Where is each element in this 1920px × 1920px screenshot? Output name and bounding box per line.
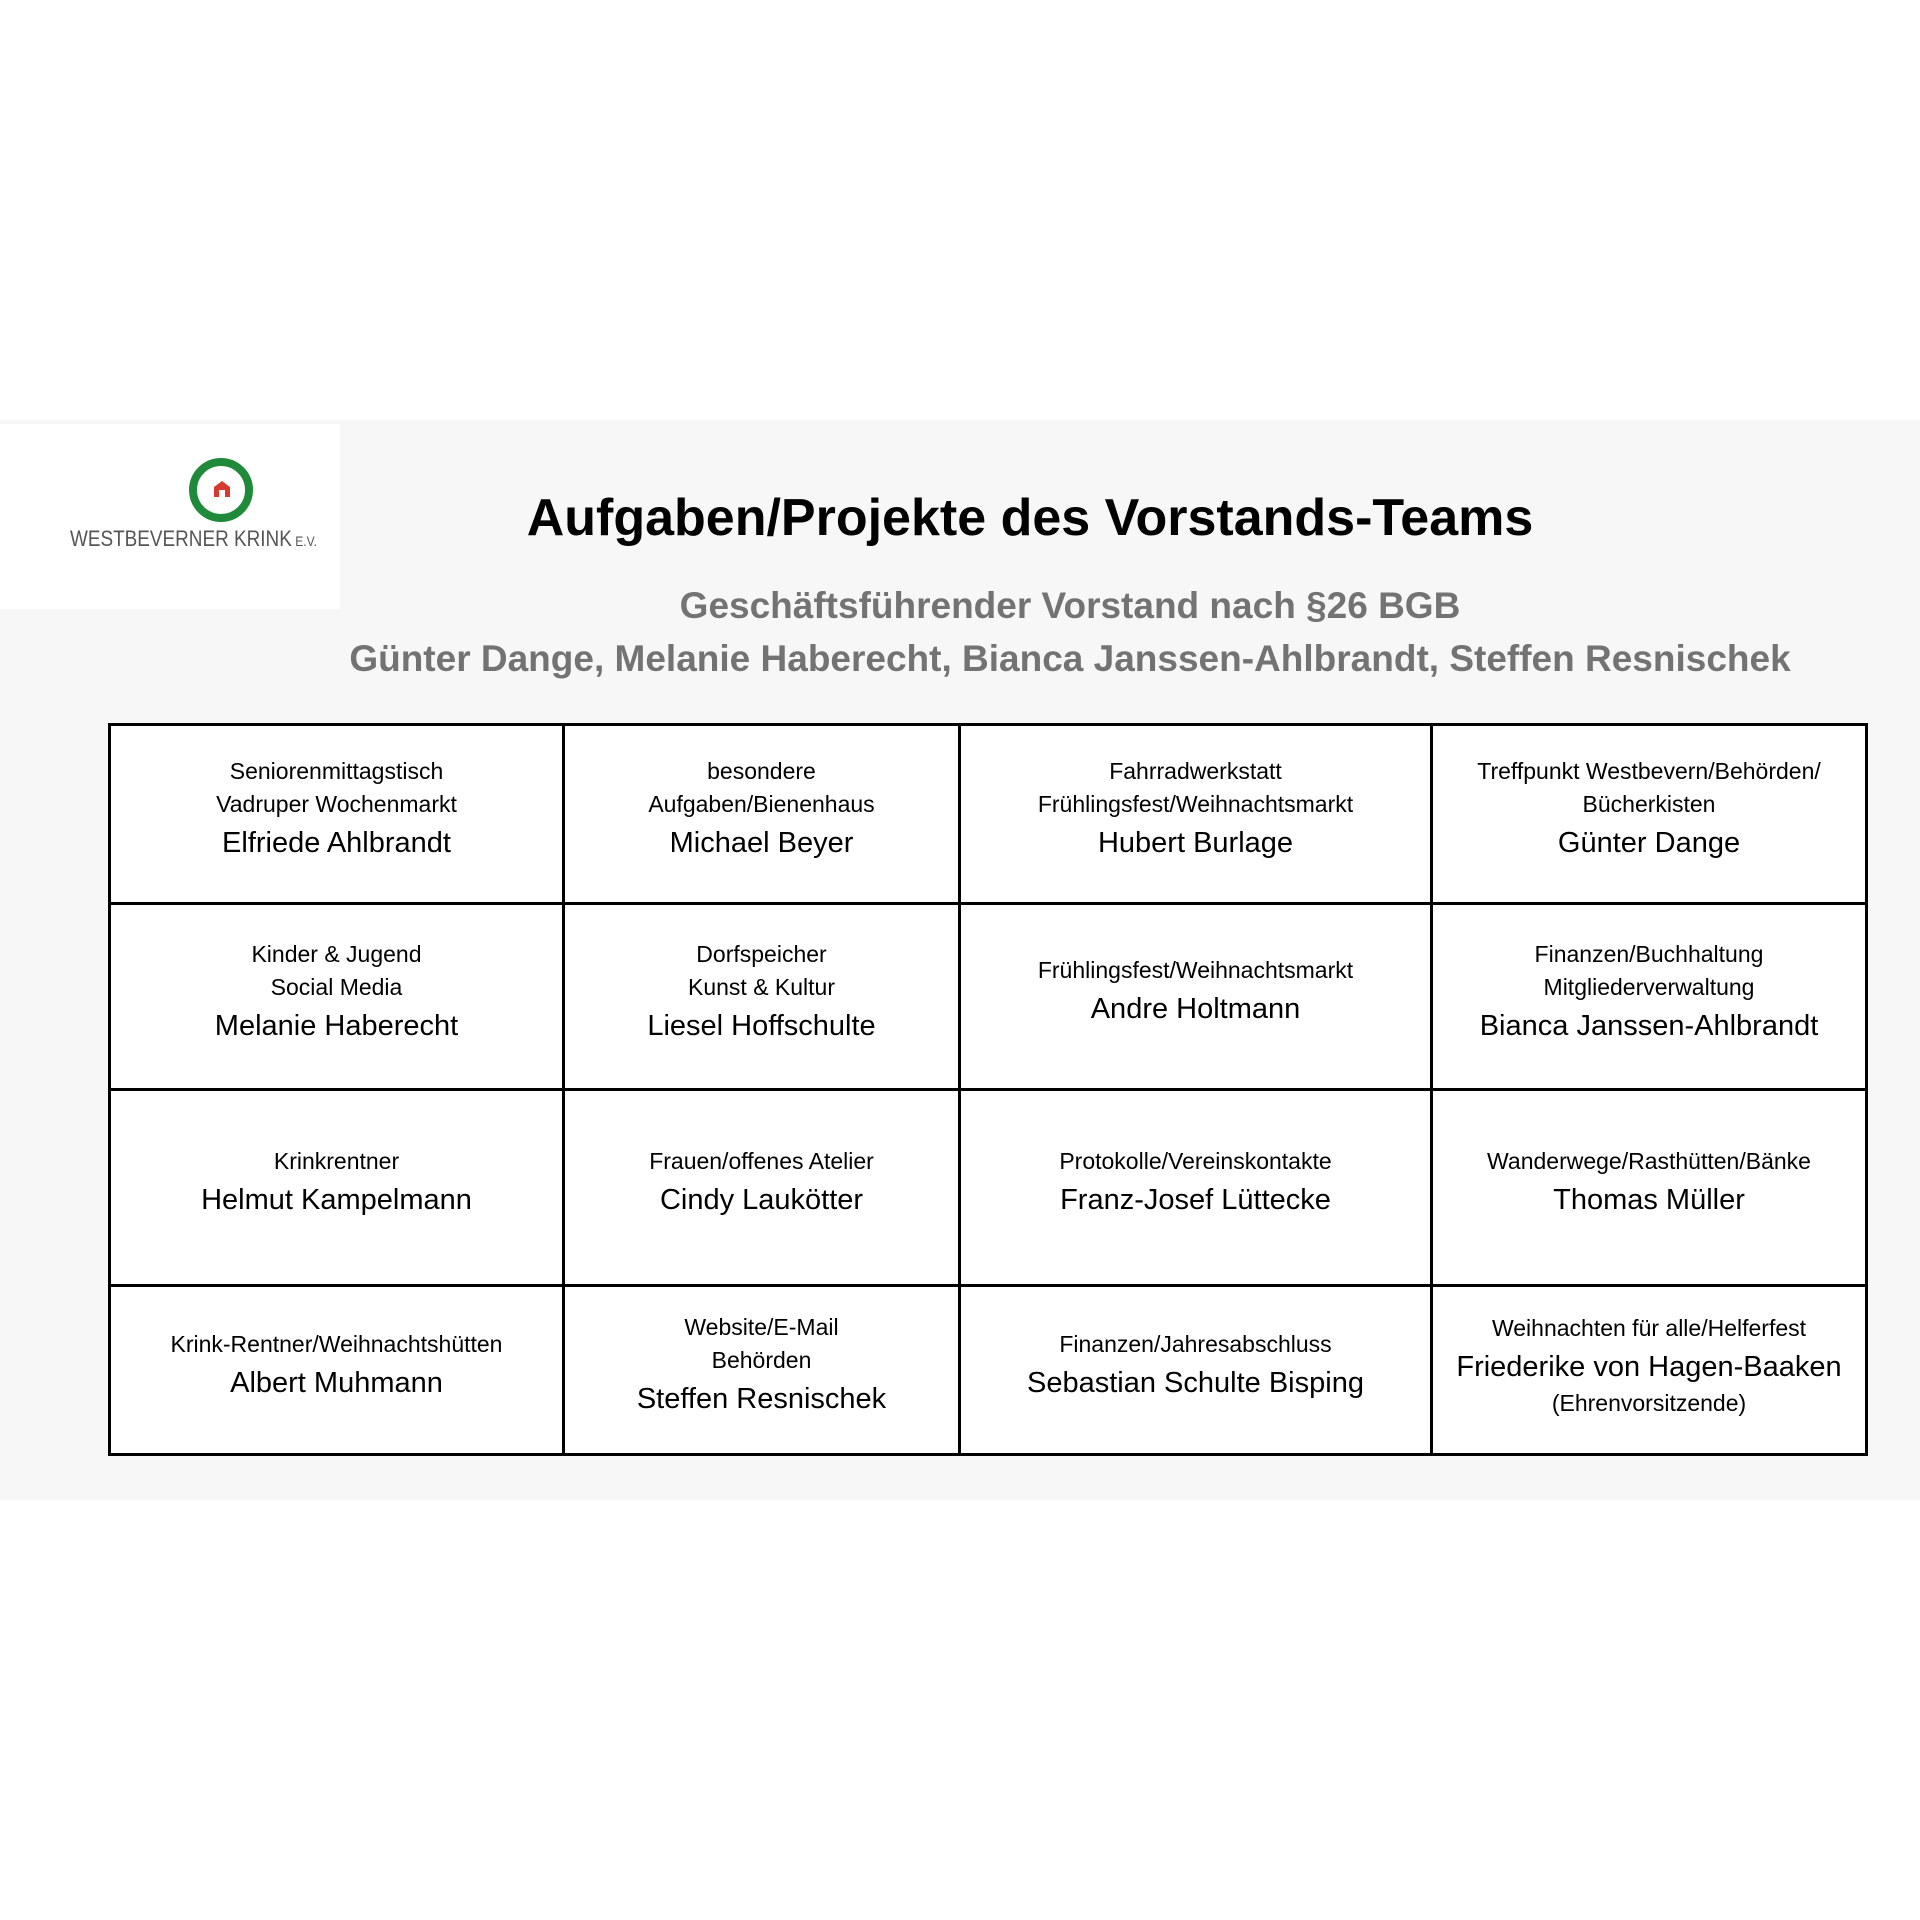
person-name: Bianca Janssen-Ahlbrandt bbox=[1479, 1009, 1819, 1042]
team-cell bbox=[1433, 1287, 1865, 1453]
team-cell bbox=[961, 1091, 1433, 1287]
person-name: Cindy Laukötter bbox=[659, 1184, 864, 1216]
person-name: Elfriede Ahlbrandt bbox=[222, 827, 451, 859]
task-label: Mitgliederverwaltung bbox=[1543, 973, 1755, 1000]
board-heading: Geschäftsführender Vorstand nach §26 BGB bbox=[679, 585, 1461, 626]
team-cell bbox=[111, 726, 565, 905]
task-label: Finanzen/Buchhaltung bbox=[1534, 940, 1764, 967]
task-label: Bücherkisten bbox=[1582, 791, 1716, 817]
task-label: Dorfspeicher bbox=[696, 940, 827, 967]
person-name: Günter Dange bbox=[1557, 827, 1741, 859]
person-note: (Ehrenvorsitzende) bbox=[1551, 1389, 1747, 1416]
logo-suffix: E.V. bbox=[295, 533, 317, 549]
task-label: Krink-Rentner/Weihnachtshütten bbox=[170, 1330, 503, 1357]
person-name: Hubert Burlage bbox=[1097, 827, 1294, 859]
team-cell bbox=[565, 1287, 961, 1453]
task-label: Frühlingsfest/Weihnachtsmarkt bbox=[1037, 791, 1354, 817]
task-label: Website/E-Mail bbox=[684, 1314, 839, 1340]
krink-logo-icon bbox=[188, 457, 254, 523]
task-label: Wanderwege/Rasthütten/Bänke bbox=[1487, 1148, 1811, 1174]
task-label: Vadruper Wochenmarkt bbox=[216, 791, 457, 817]
task-label: Behörden bbox=[711, 1347, 812, 1373]
person-name: Liesel Hoffschulte bbox=[647, 1009, 876, 1042]
person-name: Helmut Kampelmann bbox=[201, 1184, 472, 1216]
task-label: Fahrradwerkstatt bbox=[1109, 758, 1282, 784]
task-label: Aufgaben/Bienenhaus bbox=[648, 791, 875, 817]
team-cell bbox=[565, 905, 961, 1091]
person-name: Andre Holtmann bbox=[1090, 993, 1301, 1025]
team-cell bbox=[961, 905, 1433, 1091]
person-name: Franz-Josef Lüttecke bbox=[1060, 1184, 1331, 1216]
person-name: Sebastian Schulte Bisping bbox=[1027, 1366, 1364, 1399]
team-cell bbox=[565, 726, 961, 905]
task-label: Krinkrentner bbox=[273, 1148, 400, 1174]
team-cell bbox=[111, 1287, 565, 1453]
team-cell bbox=[961, 726, 1433, 905]
task-label: Kunst & Kultur bbox=[687, 973, 836, 1000]
logo-wordmark bbox=[70, 526, 317, 552]
task-label: Finanzen/Jahresabschluss bbox=[1059, 1330, 1332, 1357]
board-members: Günter Dange, Melanie Haberecht, Bianca Janssen-Ahlbrandt, Steffen Resnischek bbox=[349, 638, 1791, 679]
logo bbox=[0, 424, 340, 609]
task-label: Frauen/offenes Atelier bbox=[649, 1148, 874, 1174]
team-cell bbox=[565, 1091, 961, 1287]
team-table bbox=[108, 723, 1868, 1456]
task-label: Protokolle/Vereinskontakte bbox=[1059, 1148, 1332, 1174]
person-name: Thomas Müller bbox=[1553, 1184, 1745, 1216]
task-label: besondere bbox=[707, 758, 816, 784]
task-label: Social Media bbox=[270, 973, 403, 1000]
task-label: Treffpunkt Westbevern/Behörden/ bbox=[1477, 758, 1821, 784]
team-cell bbox=[1433, 726, 1865, 905]
person-name: Steffen Resnischek bbox=[636, 1383, 887, 1415]
task-label: Weihnachten für alle/Helferfest bbox=[1491, 1314, 1807, 1341]
person-name: Michael Beyer bbox=[669, 827, 854, 859]
task-label: Frühlingsfest/Weihnachtsmarkt bbox=[1037, 957, 1354, 983]
team-cell bbox=[1433, 1091, 1865, 1287]
team-cell bbox=[961, 1287, 1433, 1453]
team-cell bbox=[1433, 905, 1865, 1091]
task-label: Kinder & Jugend bbox=[251, 940, 422, 967]
task-label: Seniorenmittagstisch bbox=[229, 758, 444, 784]
person-name: Albert Muhmann bbox=[230, 1366, 443, 1399]
page-title: Aufgaben/Projekte des Vorstands-Teams bbox=[526, 489, 1534, 547]
person-name: Friederike von Hagen-Baaken bbox=[1456, 1350, 1842, 1383]
logo-name: WESTBEVERNER KRINK bbox=[70, 526, 292, 551]
team-cell bbox=[111, 905, 565, 1091]
team-cell bbox=[111, 1091, 565, 1287]
person-name: Melanie Haberecht bbox=[214, 1009, 459, 1042]
